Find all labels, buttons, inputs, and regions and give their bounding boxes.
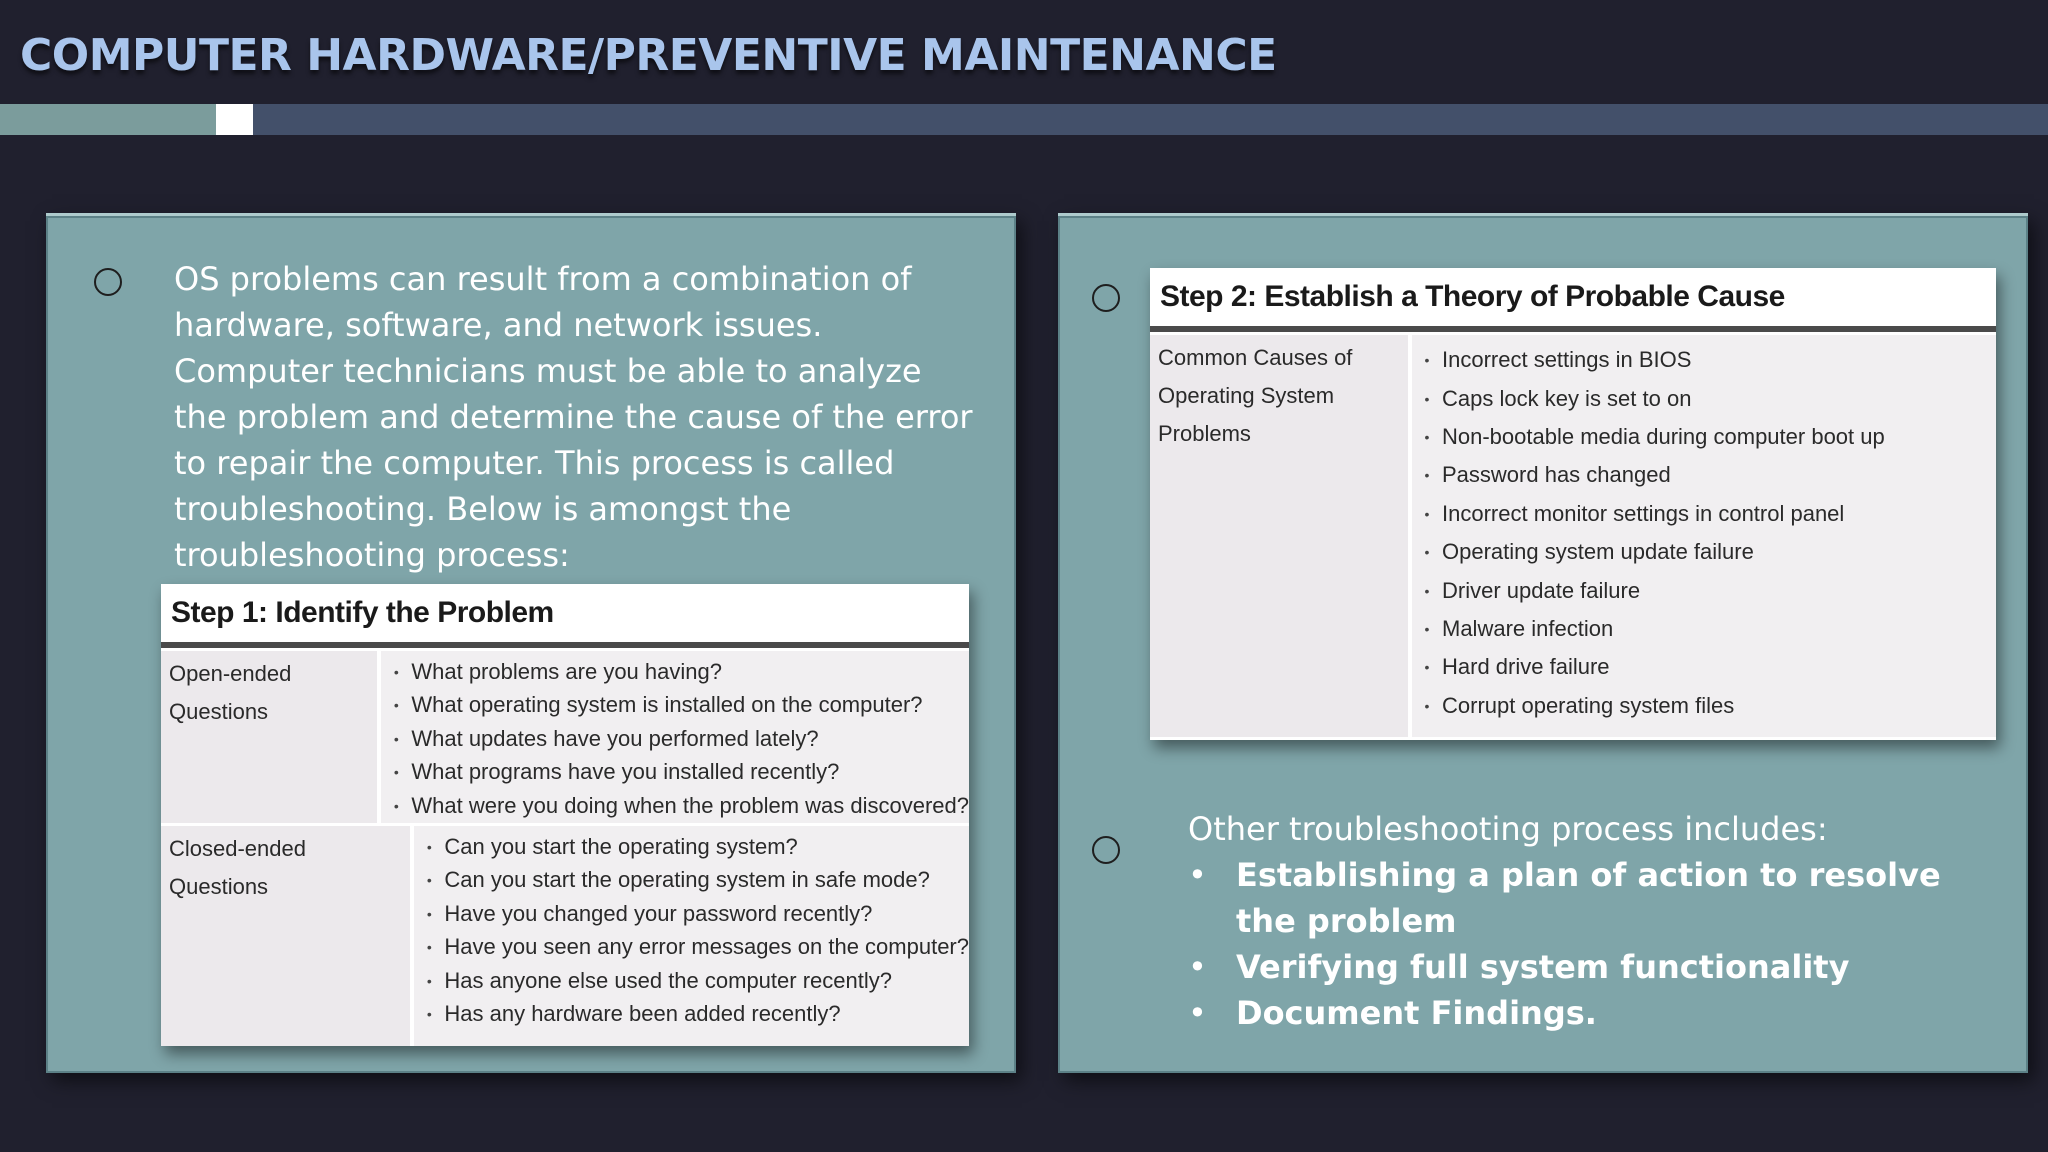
bullet-dot-icon: • <box>426 1006 432 1023</box>
list-item: • Corrupt operating system files <box>1412 687 1996 725</box>
row-label: Closed-ended Questions <box>161 826 410 1046</box>
list-item: • What programs have you installed recently? <box>381 756 969 790</box>
bullet-dot-icon: • <box>393 764 399 781</box>
bullet-dot-icon: • <box>1424 620 1430 637</box>
left-content-panel <box>46 213 1016 1073</box>
list-item: • Hard drive failure <box>1412 648 1996 686</box>
list-item: • Has any hardware been added recently? <box>414 998 969 1032</box>
bullet-dot-icon: • <box>393 663 399 680</box>
bullet-dot-icon: • <box>1424 467 1430 484</box>
step1-table <box>161 584 969 1046</box>
row-label: Common Causes of Operating System Problems <box>1150 335 1408 737</box>
step1-table-title: Step 1: Identify the Problem <box>161 584 969 648</box>
list-item: • Can you start the operating system in safe mode? <box>414 864 969 898</box>
other-process-lead: Other troubleshooting process includes: <box>1188 810 1828 848</box>
header-band-accent <box>0 104 216 135</box>
bullet-dot-icon: • <box>1424 505 1430 522</box>
list-item: • Malware infection <box>1412 610 1996 648</box>
bullet-dot-icon: • <box>426 939 432 956</box>
row-items <box>1412 335 1996 737</box>
other-process-list <box>1188 852 1968 1036</box>
list-item: • Incorrect settings in BIOS <box>1412 341 1996 379</box>
list-item: • Document Findings. <box>1188 990 1968 1036</box>
bullet-dot-icon: • <box>426 972 432 989</box>
list-item: • Operating system update failure <box>1412 533 1996 571</box>
list-item: • Incorrect monitor settings in control panel <box>1412 495 1996 533</box>
bullet-dot-icon: • <box>1424 544 1430 561</box>
list-item: • What operating system is installed on the computer? <box>381 689 969 723</box>
list-item: • Have you changed your password recently? <box>414 897 969 931</box>
bullet-dot-icon: • <box>1424 697 1430 714</box>
list-item: • Password has changed <box>1412 456 1996 494</box>
list-item: • What were you doing when the problem was discovered? <box>381 789 969 823</box>
header-band-square <box>216 104 253 135</box>
bullet-dot-icon: • <box>426 838 432 855</box>
list-item: • Verifying full system functionality <box>1188 944 1968 990</box>
table-row <box>161 648 969 823</box>
bullet-dot-icon: • <box>393 697 399 714</box>
list-item: • Can you start the operating system? <box>414 830 969 864</box>
table-row <box>161 823 969 1046</box>
bullet-dot-icon: • <box>1424 390 1430 407</box>
bullet-dot-icon: • <box>426 872 432 889</box>
table-row <box>1150 332 1996 737</box>
step2-table <box>1150 268 1996 740</box>
bullet-dot-icon: • <box>1424 582 1430 599</box>
bullet-dot-icon: • <box>1424 659 1430 676</box>
circle-bullet-icon <box>94 268 122 296</box>
bullet-dot-icon: • <box>1424 428 1430 445</box>
circle-bullet-icon <box>1092 836 1120 864</box>
bullet-dot-icon: • <box>1188 994 1207 1032</box>
bullet-dot-icon: • <box>1188 948 1207 986</box>
bullet-dot-icon: • <box>393 730 399 747</box>
list-item: • Non-bootable media during computer boot up <box>1412 418 1996 456</box>
intro-paragraph: OS problems can result from a combination of hardware, software, and network issues. Computer technicians must be able to analyze the problem and determine the cause of the error to repair the computer. This process is called troubleshooting. Below is amongst the troubleshooting process: <box>174 260 973 574</box>
list-item: • What problems are you having? <box>381 655 969 689</box>
right-content-panel <box>1058 213 2028 1073</box>
header-band <box>253 104 2048 135</box>
list-item: • Has anyone else used the computer recently? <box>414 964 969 998</box>
list-item: • What updates have you performed lately? <box>381 722 969 756</box>
list-item: • Driver update failure <box>1412 571 1996 609</box>
list-item: • Caps lock key is set to on <box>1412 379 1996 417</box>
list-item: • Establishing a plan of action to resolve the problem <box>1188 852 1968 944</box>
bullet-dot-icon: • <box>426 905 432 922</box>
row-items <box>414 826 969 1046</box>
bullet-dot-icon: • <box>1424 352 1430 369</box>
slide-title: COMPUTER HARDWARE/PREVENTIVE MAINTENANCE <box>20 30 1277 81</box>
other-process-block <box>1188 806 1968 1036</box>
row-label: Open-ended Questions <box>161 651 377 823</box>
list-item: • Have you seen any error messages on the computer? <box>414 931 969 965</box>
step2-table-title: Step 2: Establish a Theory of Probable Cause <box>1150 268 1996 332</box>
bullet-dot-icon: • <box>1188 856 1207 894</box>
circle-bullet-icon <box>1092 284 1120 312</box>
row-items <box>381 651 969 823</box>
bullet-dot-icon: • <box>393 797 399 814</box>
